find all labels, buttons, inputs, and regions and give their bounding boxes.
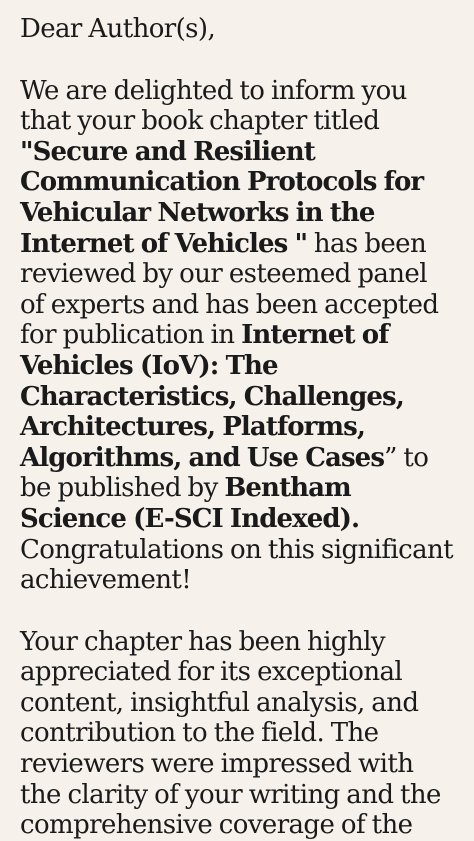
salutation: Dear Author(s), <box>20 14 216 44</box>
book-title: Internet of Vehicles (IoV): The Characteristics, Challenges, Architectures, Platforms, Algorithms, and Use Cases <box>20 320 404 473</box>
paragraph-gap <box>20 596 456 627</box>
paragraph-gap <box>20 45 456 76</box>
publisher-name: Bentham Science (E-SCI Indexed). <box>20 473 360 534</box>
congratulations-text: Congratulations on this significant achievement! <box>20 534 453 596</box>
acceptance-paragraph <box>20 76 456 596</box>
review-paragraph: Your chapter has been highly appreciated for its exceptional content, insightful analysis, and contribution to the field. The reviewers were impressed with the clarity of your writing and the comprehensive coverage of the <box>20 626 441 841</box>
publisher-intro: ” to be published by <box>20 442 429 504</box>
acceptance-intro: We are delighted to inform you that your book chapter titled <box>20 75 407 137</box>
acceptance-middle: has been reviewed by our esteemed panel of experts and has been accepted for publication in <box>20 228 439 351</box>
chapter-title: "Secure and Resilient Communication Protocols for Vehicular Networks in the Internet of Vehicles " <box>20 136 424 259</box>
